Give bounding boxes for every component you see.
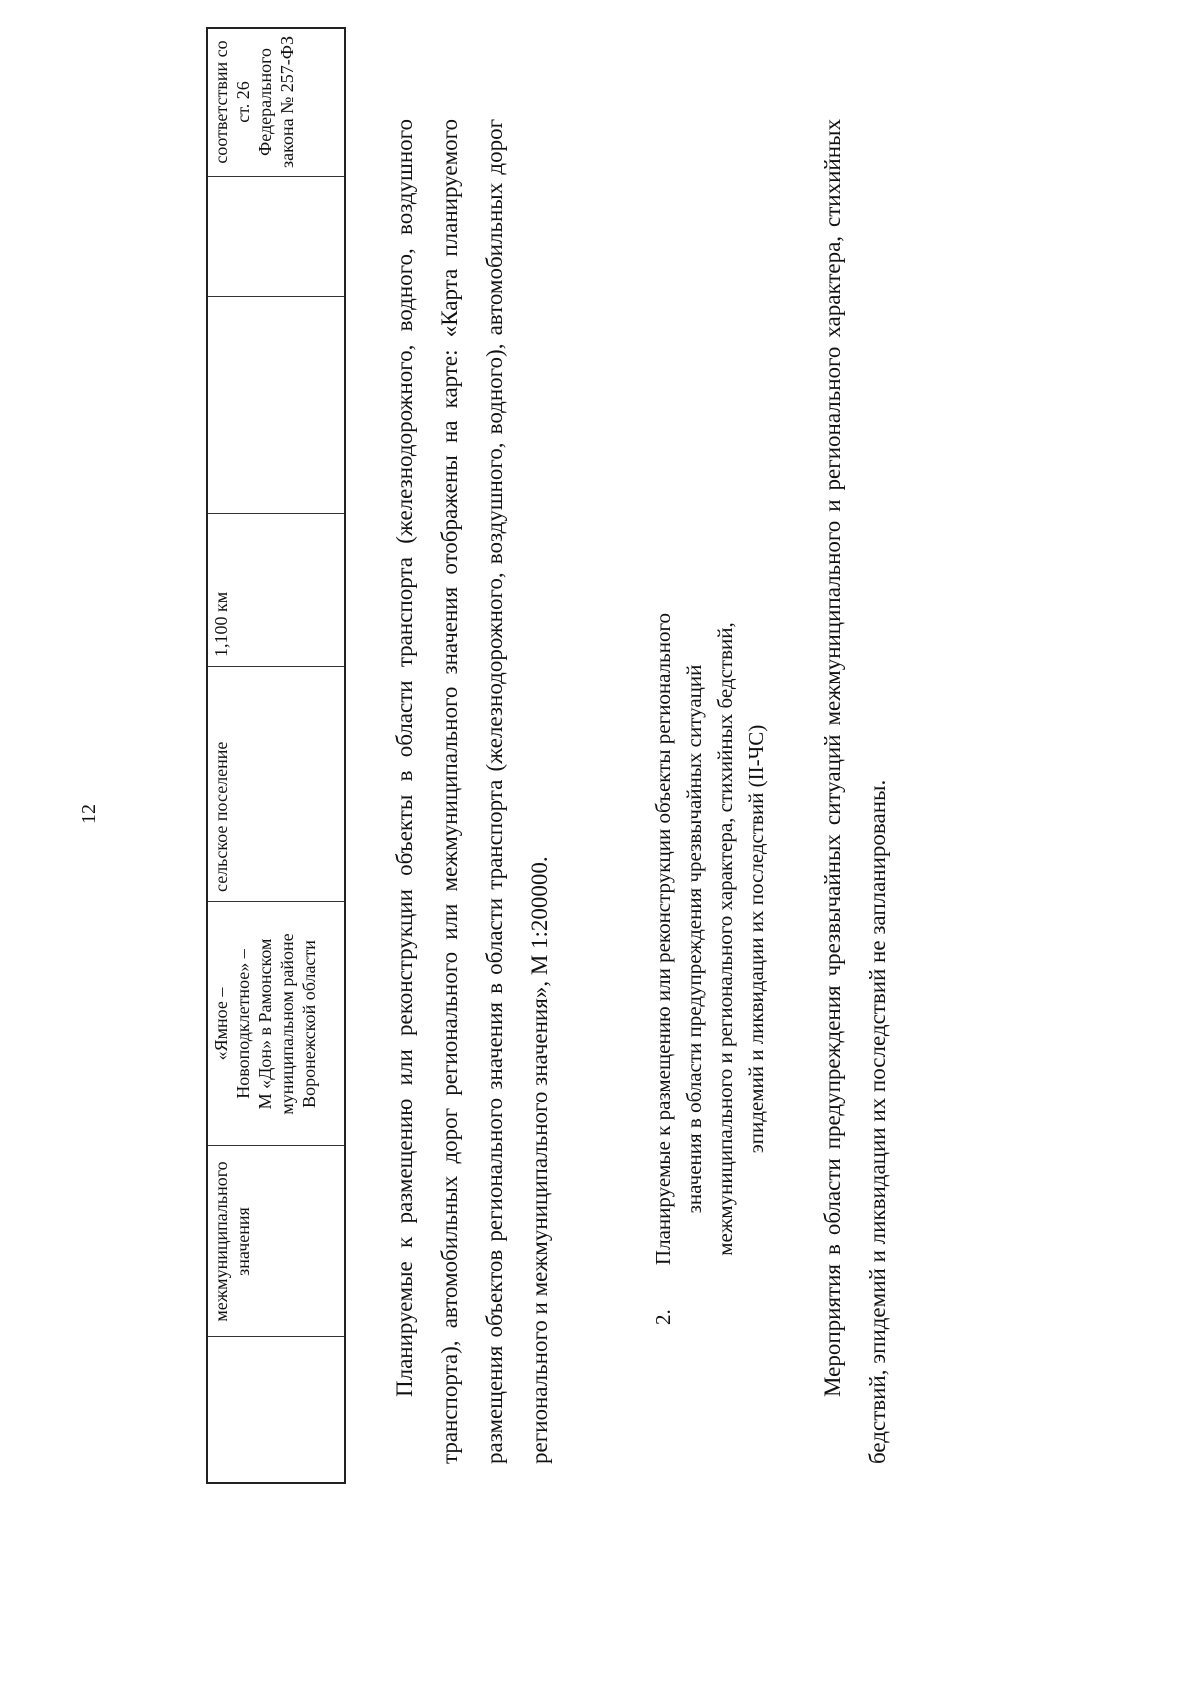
paragraph-transport-objects [382, 119, 562, 1464]
table-cell-road-name: «Ямное – Новоподклетное» – М «Дон» в Рамонском муниципальном районе Воронежской области [211, 933, 319, 1115]
paragraph-emergency-text: Мероприятия в области предупреждения чрезвычайных ситуаций межмуниципального и регионального характера, стихийных бедствий, эпидемий и ликвидации их последствий не запланированы. [820, 119, 890, 1464]
paragraph-transport-text: Планируемые к размещению или реконструкции объекты в области транспорта (железнодорожного, водного, воздушного транспорта), автомобильных дорог регионального или межмуниципального значения отображены на карте: «Карта планируемого размещения объектов регионального значения в области транспорта (железнодорожного, воздушного, водного), автомобильных дорог регионального и межмуниципального значения», М 1:200000. [392, 119, 552, 1464]
section-number: 2. [651, 1309, 675, 1325]
page-number: 12 [78, 804, 100, 824]
section-title: Планируемые к размещению или реконструкции объекты регионального значения в области предупреждения чрезвычайных ситуаций межмуниципального и регионального характера, стихийных бедствий, эпидемий и ликвидации их последствий (II-ЧС) [651, 612, 768, 1266]
paragraph-emergency-measures [810, 119, 900, 1464]
table-cell-settlement: сельское поселение [211, 741, 231, 892]
table-cell-empty [208, 297, 344, 514]
table-cell-empty [208, 1337, 344, 1482]
table-fragment [206, 27, 346, 1484]
table-cell-empty [208, 177, 344, 297]
section-heading [648, 589, 772, 1325]
table-cell-significance: межмуниципального значения [211, 1161, 253, 1322]
table-cell-length: 1,100 км [211, 591, 231, 657]
table-cell-legal-basis: соответствии со ст. 26 Федерального закона № 257-ФЗ [211, 36, 297, 168]
